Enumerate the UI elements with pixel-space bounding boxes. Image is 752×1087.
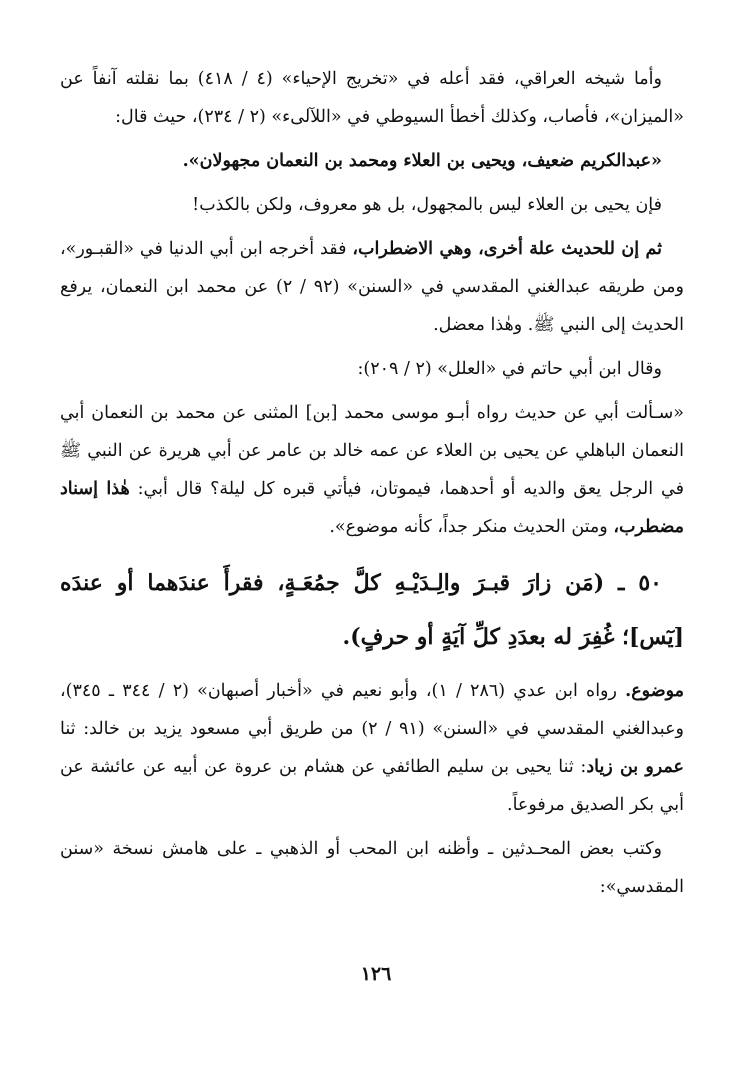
paragraph-5-text: وقال ابن أبي حاتم في «العلل» (٢ / ٢٠٩):: [357, 359, 662, 379]
narrator-name: عمرو بن زياد: [586, 757, 684, 777]
paragraph-3-text: فإن يحيى بن العلاء ليس بالمجهول، بل هو معروف، ولكن بالكذب!: [192, 195, 662, 215]
paragraph-5: [60, 350, 684, 388]
paragraph-8: [60, 830, 684, 906]
paragraph-6-bold: هٰذا إسناد مضطرب،: [60, 479, 684, 537]
paragraph-6-quote: [60, 394, 684, 546]
verdict-label: موضوع.: [625, 681, 684, 701]
paragraph-4-bold: ثم إن للحديث علة أخرى، وهي الاضطراب،: [352, 239, 662, 259]
quote-text: «عبدالكريم ضعيف، ويحيى بن العلاء ومحمد بن النعمان مجهولان».: [182, 151, 662, 171]
hadith-heading: ٥٠ ـ (مَن زارَ قبـرَ والِـدَيْـهِ كلَّ جمُعَـةٍ، فقرأَ عندَهما أو عندَه [يٓس]؛ غُفِرَ له بعدَدِ كلِّ آيَةٍ أو حرفٍ).: [60, 570, 684, 650]
page-body: [60, 60, 684, 906]
paragraph-1: [60, 60, 684, 136]
paragraph-6-main: «سـألت أبي عن حديث رواه أبـو موسى محمد [بن] المثنى عن محمد بن النعمان أبي النعمان الباهلي عن يحيى بن العلاء عن عمه خالد بن عامر عن أبي هريرة عن النبي ﷺ في الرجل يعق والديه أو أحدهما، فيموتان، فيأتي قبره كل ليلة؟ قال أبي:: [60, 403, 684, 499]
paragraph-6-end: ومتن الحديث منكر جداً، كأنه موضوع».: [329, 517, 614, 537]
paragraph-7: [60, 672, 684, 824]
paragraph-4: [60, 230, 684, 344]
paragraph-8-text: وكتب بعض المحـدثين ـ وأظنه ابن المحب أو الذهبي ـ على هامش نسخة «سنن المقدسي»:: [60, 839, 684, 897]
paragraph-1-text: وأما شيخه العراقي، فقد أعله في «تخريج الإحياء» (٤ / ٤١٨) بما نقلته آنفاً عن «الميزان»، فأصاب، وكذلك أخطأ السيوطي في «اللآلىء» (٢ / ٢٣٤)، حيث قال:: [60, 69, 684, 127]
paragraph-4-rest: فقد أخرجه ابن أبي الدنيا في «القبـور»، ومن طريقه عبدالغني المقدسي في «السنن» (٩٢ / ٢) عن محمد ابن النعمان، يرفع الحديث إلى النبي ﷺ. وهٰذا معضل.: [60, 239, 684, 335]
paragraph-3: [60, 186, 684, 224]
page-number: ١٢٦: [360, 963, 392, 985]
paragraph-7-mid: رواه ابن عدي (٢٨٦ / ١)، وأبو نعيم في «أخبار أصبهان» (٢ / ٣٤٤ ـ ٣٤٥)، وعبدالغني المقدسي في «السنن» (٩١ / ٢) من طريق أبي مسعود يزيد بن خالد: ثنا: [60, 681, 684, 739]
paragraph-2-quote: [60, 142, 684, 180]
paragraph-7-end: : ثنا يحيى بن سليم الطائفي عن هشام بن عروة عن أبيه عن عائشة عن أبي بكر الصديق مرفوعاً.: [60, 757, 684, 815]
